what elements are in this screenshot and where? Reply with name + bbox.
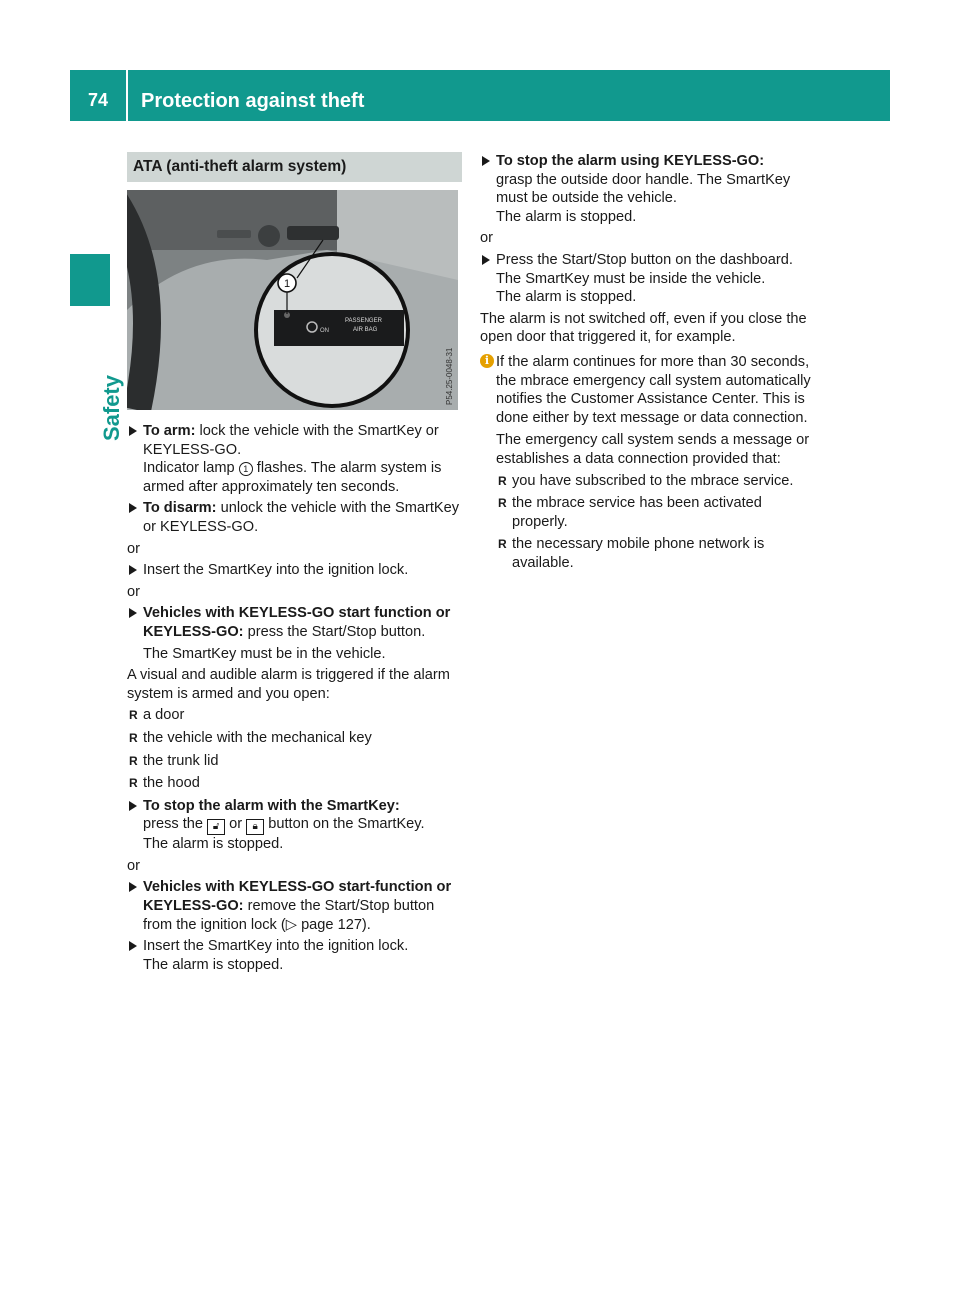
- side-tab-label: Safety: [99, 375, 124, 442]
- list-item: R a door: [127, 706, 462, 725]
- step-press-start-stop: [480, 251, 815, 307]
- left-column: [127, 152, 462, 977]
- dashboard-photo: [127, 190, 458, 410]
- panel-on-text: ON: [320, 328, 329, 334]
- unlock-icon: 🔓︎: [207, 819, 225, 835]
- step-stop-keyless-go-text: grasp the outside door handle. The SmartKey must be outside the vehicle.: [496, 171, 791, 207]
- step-insert-smartkey: Insert the SmartKey into the ignition lock.: [127, 561, 462, 580]
- step-keyless-go-note: The SmartKey must be in the vehicle.: [143, 645, 386, 662]
- list-item: R the hood: [127, 774, 462, 793]
- alarm-stopped-text: The alarm is stopped.: [496, 289, 637, 306]
- right-column: [480, 152, 815, 576]
- or-text: or: [127, 540, 140, 557]
- step-stop-smartkey: [127, 797, 462, 854]
- step-stop-keyless-go: [480, 152, 815, 226]
- panel-passenger-text: PASSENGER: [345, 318, 382, 324]
- step-keyless-go-remove: [127, 878, 462, 934]
- header-divider: [126, 70, 128, 121]
- photo-code: P54.25-0048-31: [445, 347, 454, 405]
- step-keyless-go-remove-label: Vehicles with KEYLESS-GO start-function or KEYLESS-GO:: [143, 879, 452, 915]
- page-title: Protection against theft: [141, 90, 365, 112]
- alarm-stopped-text: The alarm is stopped.: [496, 208, 637, 225]
- info-icon: i: [480, 354, 494, 368]
- alarm-not-off-text: The alarm is not switched off, even if you close the open door that triggered it, for example.: [480, 310, 807, 346]
- alarm-stopped-text: The alarm is stopped.: [143, 956, 284, 973]
- step-arm: [127, 422, 462, 496]
- side-tab-marker: [70, 254, 110, 306]
- step-keyless-go-start: [127, 604, 462, 663]
- step-disarm-label: To disarm:: [143, 500, 217, 517]
- dashboard-illustration: [127, 190, 458, 410]
- step-insert-smartkey-2: [127, 937, 462, 974]
- step-arm-indicator-pre: Indicator lamp: [143, 460, 235, 477]
- alarm-stopped-text: The alarm is stopped.: [143, 836, 284, 853]
- trigger-intro: A visual and audible alarm is triggered if the alarm system is armed and you open:: [127, 667, 450, 702]
- step-arm-label: To arm:: [143, 423, 196, 439]
- page-ref-link[interactable]: page 127).: [301, 916, 371, 933]
- step-stop-smartkey-or: or: [229, 816, 243, 833]
- info-paragraph-2: The emergency call system sends a message or establishes a data connection provided that:: [496, 432, 810, 467]
- step-keyless-go-remove-text: remove the Start/Stop button from the ignition lock (: [143, 898, 435, 933]
- step-disarm-text: unlock the vehicle with the SmartKey or KEYLESS-GO.: [143, 500, 460, 535]
- or-text: or: [480, 230, 493, 247]
- step-stop-smartkey-label: To stop the alarm with the SmartKey:: [143, 797, 400, 814]
- callout-1-icon: 1: [239, 462, 253, 476]
- or-text: or: [127, 857, 140, 874]
- step-keyless-go-text: press the Start/Stop button.: [247, 623, 426, 640]
- step-arm-indicator-post: flashes. The alarm system is armed after approximately ten seconds.: [143, 460, 442, 495]
- step-insert-text: Insert the SmartKey into the ignition lock.: [143, 938, 409, 955]
- step-stop-smartkey-pre: press the: [143, 816, 204, 833]
- step-stop-smartkey-post: button on the SmartKey.: [268, 816, 425, 833]
- step-stop-keyless-go-label: To stop the alarm using KEYLESS-GO:: [496, 153, 765, 169]
- page-header: [70, 70, 890, 121]
- step-arm-text: lock the vehicle with the SmartKey or KEYLESS-GO.: [143, 423, 439, 458]
- page-number: 74: [87, 90, 109, 110]
- info-note: [480, 353, 815, 573]
- list-item: R the mbrace service has been activated properly.: [496, 494, 815, 531]
- lock-icon: 🔒︎: [246, 819, 264, 835]
- list-item: R the vehicle with the mechanical key: [127, 729, 462, 748]
- photo-callout: 1: [283, 278, 291, 290]
- step-press-text: Press the Start/Stop button on the dashboard. The SmartKey must be inside the vehicle.: [496, 251, 793, 287]
- step-disarm: [127, 499, 462, 536]
- or-text: or: [127, 583, 140, 600]
- section-heading: ATA (anti-theft alarm system): [127, 152, 462, 182]
- step-keyless-go-label: Vehicles with KEYLESS-GO start function or KEYLESS-GO:: [143, 605, 451, 640]
- list-item: R the trunk lid: [127, 752, 462, 771]
- panel-airbag-text: AIR BAG: [353, 327, 378, 333]
- info-paragraph-1: If the alarm continues for more than 30 seconds, the mbrace emergency call system automatically notifies the Customer Assistance Center. This is done either by text message or data connection.: [496, 353, 811, 426]
- list-item: R the necessary mobile phone network is available.: [496, 535, 815, 572]
- page-ref-arrow-icon: ▷: [285, 916, 297, 933]
- list-item: R you have subscribed to the mbrace service.: [496, 472, 815, 491]
